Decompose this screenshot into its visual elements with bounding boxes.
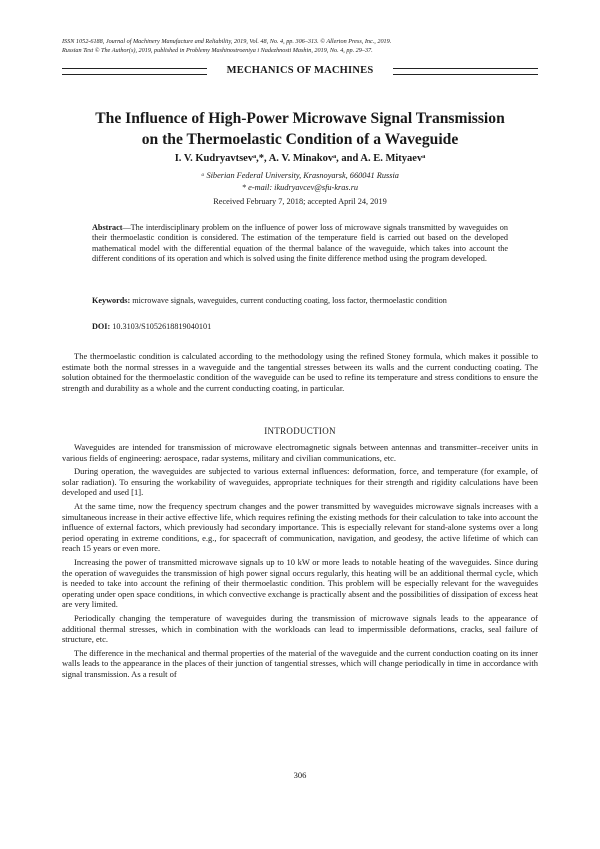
journal-header-line-2: Russian Text © The Author(s), 2019, published in Problemy Mashinostroeniya i Nadezhnosti Mashin, 2019, No. 4, pp. 29–37. xyxy=(62,47,373,54)
doi-text: 10.3103/S1052618819040101 xyxy=(110,322,212,331)
paper-title xyxy=(62,108,538,150)
page-number: 306 xyxy=(293,770,307,780)
affiliation-block xyxy=(62,170,538,194)
affiliation: ᵃ Siberian Federal University, Krasnoyarsk, 660041 Russia xyxy=(201,171,399,180)
lead-section xyxy=(62,351,538,396)
paragraph: Periodically changing the temperature of waveguides during the transmission of microwave signals leads to the appearance of additional thermal stresses, which in combination with the workloads can lead to impermissible deformations, cracks, seal failure of structure, etc. xyxy=(62,612,538,645)
paragraph: Increasing the power of transmitted microwave signals up to 10 kW or more leads to notable heating of the waveguides. Since during the operation of waveguides the transmission of high power signal occurs regularly, this heating will be an additional thermal cycle, which is needed to take into account the refining of their thermoelastic condition. This problem will be especially relevant for the waveguides operating under open space conditions, in which convective exchange is practically absent and the possibilities of dissipation of excess heat are very limited. xyxy=(62,556,538,610)
doi xyxy=(92,322,508,331)
keywords xyxy=(92,296,508,306)
paragraph: Waveguides are intended for transmission of microwave electromagnetic signals between antennas and transmitter–receiver units in various fields of engineering: aerospace, radar systems, military and civilian communications, etc. xyxy=(62,442,538,463)
journal-header xyxy=(62,37,542,55)
email: * e-mail: ikudryavcev@sfu-kras.ru xyxy=(241,183,359,192)
keywords-label: Keywords: xyxy=(92,296,131,305)
abstract xyxy=(92,223,508,264)
keywords-text: microwave signals, waveguides, current conducting coating, loss factor, thermoelastic condition xyxy=(130,296,447,305)
paragraph: During operation, the waveguides are subjected to various external influences: deformation, force, and temperature (for example, of solar radiation). To ensuring the workability of waveguides, appropriate techniques for their strength and rigidity calculations have been developed and used [1]. xyxy=(62,466,538,498)
abstract-label: Abstract xyxy=(92,223,123,232)
authors: I. V. Kudryavtsevᵃ,*, A. V. Minakovᵃ, and A. E. Mityaevᵃ xyxy=(174,153,426,164)
section-rule-right xyxy=(393,68,538,75)
paper-title-line-2: on the Thermoelastic Condition of a Waveguide xyxy=(141,131,459,148)
section-title: MECHANICS OF MACHINES xyxy=(226,65,374,76)
abstract-text: —The interdisciplinary problem on the influence of power loss of microwave signals transmitted by waveguides on their thermoelastic condition is considered. The estimation of the temperature field is carried out based on the developed mathematical model with the differential equation of the thermal balance of the waveguide, which takes into account the different conditions of its operation and which is solved using the finite difference method using the program developed. xyxy=(92,223,508,263)
paragraph: At the same time, now the frequency spectrum changes and the power transmitted by waveguides microwave signals increases with a simultaneous increase in their active effective life, which requires refining the existing methods for their calculation to take into account the influence of external factors, which previously had secondary importance. This is especially relevant for stand-alone systems over a long period operating in extreme conditions, e.g., for spacecraft of communication, navigation, and geodesy, the active lifetime of which can reach 15 years or even more. xyxy=(62,500,538,554)
paper-title-line-1: The Influence of High-Power Microwave Signal Transmission xyxy=(95,110,505,127)
introduction-body xyxy=(62,442,538,682)
doi-label: DOI: xyxy=(92,322,111,331)
section-heading-bar xyxy=(62,63,538,79)
introduction-heading: INTRODUCTION xyxy=(264,426,336,436)
journal-header-line-1: ISSN 1052-6188, Journal of Machinery Manufacture and Reliability, 2019, Vol. 48, No. 4, pp. 306–313. © Allerton Press, Inc., 2019. xyxy=(62,38,392,45)
received-dates: Received February 7, 2018; accepted April 24, 2019 xyxy=(213,197,387,206)
paragraph: The difference in the mechanical and thermal properties of the material of the waveguide and the current conduction coating on its inner walls leads to the appearance in the places of their junction of tangential stresses, which will change periodically in time in accordance with signal transmission. As a result of xyxy=(62,647,538,679)
lead-paragraph: The thermoelastic condition is calculated according to the methodology using the refined Stoney formula, which makes it possible to estimate both the normal stresses in a waveguide and the tangential stresses between its walls and the current conducting coating. The solution obtained for the thermoelastic condition of the waveguide can be used to refine its temperature and stress conditions to ensure the strength and durability as a whole and the current conducting coating, in particular. xyxy=(62,351,538,393)
